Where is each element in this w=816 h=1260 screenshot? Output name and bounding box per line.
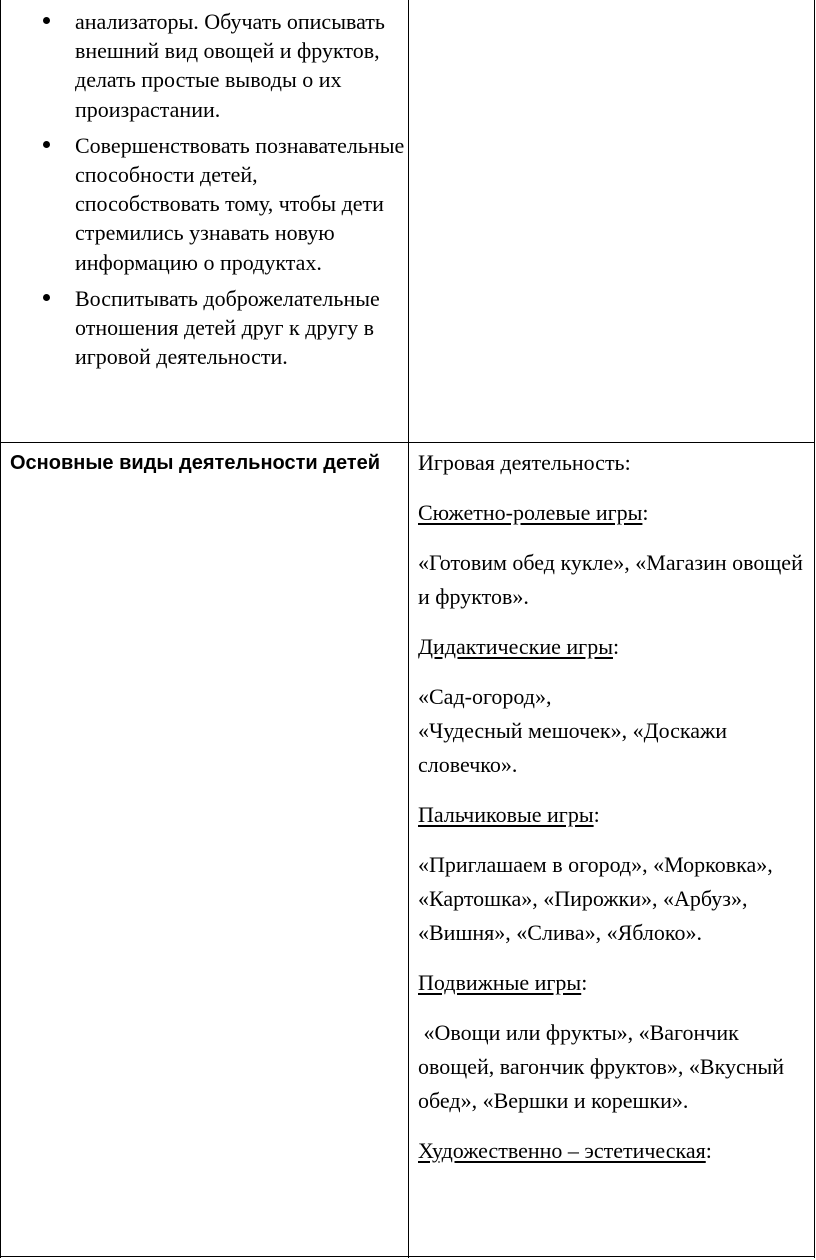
list-item [2,131,407,277]
bullet-icon [43,141,50,148]
didactic-games-heading [418,630,810,664]
table-border-bottom [0,1256,815,1257]
bullet-icon [43,17,50,24]
list-item [2,7,407,124]
list-item-text: Воспитывать доброжелательные отношения детей друг к другу в игровой деятельности. [75,285,380,370]
table-border-middle [408,0,409,1258]
activities-heading-cell [10,446,400,480]
play-activity-intro: Игровая деятельность: [418,450,631,475]
didactic-games-label: Дидактические игры [418,634,613,659]
role-games-heading [418,496,810,530]
table-row-divider [0,442,815,443]
table-border-right [814,0,815,1258]
finger-games-label: Пальчиковые игры [418,802,594,827]
finger-games-colon: : [593,802,600,827]
table-border-left [0,0,1,1258]
role-games-colon: : [642,500,649,525]
didactic-games-line-1: «Сад-огород», [418,684,552,709]
moving-games-text: «Овощи или фрукты», «Вагончик овощей, вагончик фруктов», «Вкусный обед», «Вершки и корешки». [418,1020,790,1113]
activities-heading: Основные виды деятельности детей [10,452,381,474]
didactic-games-line-2: «Чудесный мешочек», «Доскажи словечко». [418,718,727,777]
art-activity-label: Художественно – эстетическая [418,1138,706,1163]
activities-cell [418,446,810,1168]
list-item-text: Совершенствовать познавательные способности детей, способствовать тому, чтобы дети стремились узнавать новую информацию о продуктах. [75,132,405,275]
list-item [2,284,407,372]
bullet-icon [43,294,50,301]
role-games-text: «Готовим обед кукле», «Магазин овощей и фруктов». [418,550,803,609]
role-games-label: Сюжетно-ролевые игры [418,500,643,525]
goals-list [2,7,407,371]
goals-cell [2,2,407,442]
finger-games-text: «Приглашаем в огород», «Морковка», «Картошка», «Пирожки», «Арбуз», «Вишня», «Слива», «Яблоко». [418,852,773,945]
moving-games-label: Подвижные игры [418,970,582,995]
didactic-games-colon: : [612,634,620,659]
list-item-text: анализаторы. Обучать описывать внешний вид овощей и фруктов, делать простые выводы о их произрастании. [75,9,385,122]
moving-games-heading [418,966,810,1000]
finger-games-heading [418,798,810,832]
moving-games-colon: : [581,970,588,995]
art-activity-colon: : [705,1138,712,1163]
art-activity-heading [418,1134,810,1168]
